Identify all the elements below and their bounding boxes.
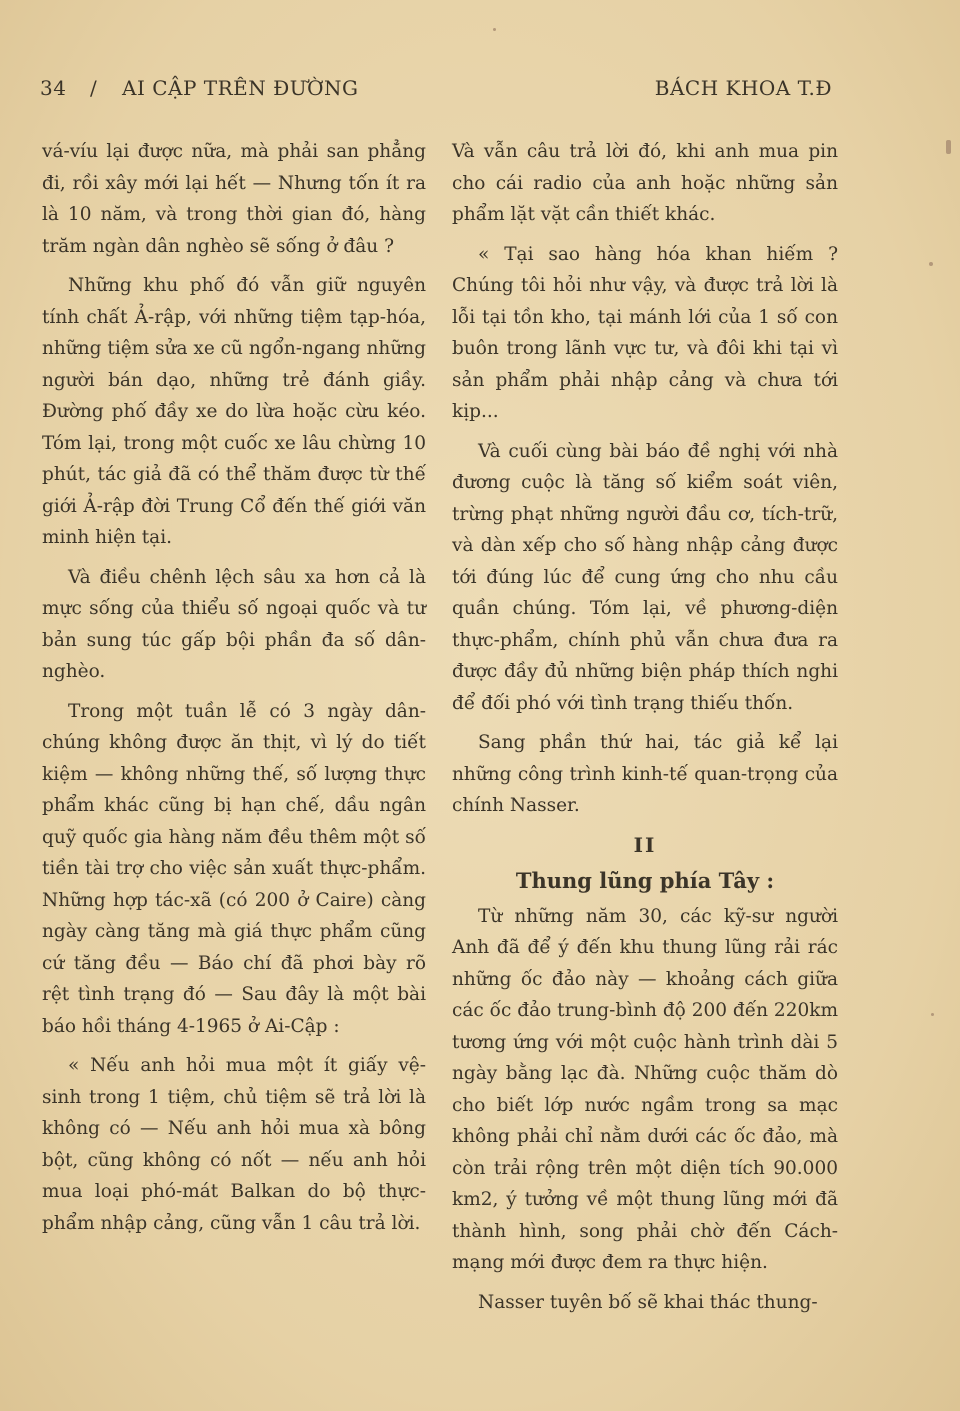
- running-title: AI CẬP TRÊN ĐƯỜNG: [122, 76, 359, 100]
- section-number: II: [633, 832, 657, 857]
- paragraph: Và cuối cùng bài báo đề nghị với nhà đương cuộc là tăng số kiểm soát viên, trừng phạt những người đầu cơ, tích-trữ, và dàn xếp cho số hàng nhập cảng được tới đúng lúc để cung ứng cho nhu cầu quần chúng. Tóm lại, về phương-diện thực-phẩm, chính phủ vẫn chưa đưa ra được đầy đủ những biện pháp thích nghi để đối phó với tình trạng thiếu thốn.: [452, 440, 838, 714]
- right-column: [452, 136, 838, 1326]
- paragraph: Sang phần thứ hai, tác giả kể lại những công trình kinh-tế quan-trọng của chính Nasser.: [452, 732, 838, 816]
- section-title: Thung lũng phía Tây :: [515, 868, 775, 893]
- paragraph: « Tại sao hàng hóa khan hiếm ? Chúng tôi hỏi như vậy, và được trả lời là lỗi tại tồn kho, tại mánh lới của 1 số con buôn trong lãnh vực tư, và đôi khi tại vì sản phẩm phải nhập cảng và chưa tới kịp...: [452, 243, 838, 422]
- paragraph: vá-víu lại được nữa, mà phải san phẳng đi, rồi xây mới lại hết — Nhưng tốn ít ra là 10 năm, và trong thời gian đó, hàng trăm ngàn dân nghèo sẽ sống ở đâu ?: [42, 141, 426, 257]
- journal-name: BÁCH KHOA T.Đ: [654, 76, 832, 100]
- header-separator: /: [90, 76, 98, 100]
- paper-speck: [493, 28, 496, 31]
- left-column: [42, 136, 426, 1247]
- paragraph: Những khu phố đó vẫn giữ nguyên tính chất Ả-rập, với những tiệm tạp-hóa, những tiệm sửa xe cũ ngổn-ngang những người bán dạo, những trẻ đánh giầy. Đường phố đầy xe do lừa hoặc cừu kéo. Tóm lại, trong một cuốc xe lâu chừng 10 phút, tác giả đã có thể thăm được từ thế giới Ả-rập đời Trung Cổ đến thế giới văn minh hiện tại.: [42, 275, 427, 548]
- paragraph: Nasser tuyên bố sẽ khai thác thung-: [478, 1291, 818, 1313]
- paragraph: Trong một tuần lễ có 3 ngày dân-chúng không được ăn thịt, vì lý do tiết kiệm — không những thế, số lượng thực phẩm khác cũng bị hạn chế, dầu ngân quỹ quốc gia hàng năm đều thêm một số tiền tài trợ cho việc sản xuất thực-phẩm. Những hợp tác-xã (có 200 ở Caire) càng ngày càng tăng mà giá thực phẩm cũng cứ tăng đều — Báo chí đã phơi bày rõ rệt tình trạng đó — Sau đây là một bài báo hồi tháng 4-1965 ở Ai-Cập :: [42, 700, 426, 1037]
- paragraph: Và vẫn câu trả lời đó, khi anh mua pin cho cái radio của anh hoặc những sản phẩm lặt vặt cần thiết khác.: [452, 141, 838, 225]
- paragraph: Và điều chênh lệch sâu xa hơn cả là mực sống của thiểu số ngoại quốc và tư bản sung túc gấp bội phần đa số dân-nghèo.: [42, 566, 426, 682]
- paragraph: « Nếu anh hỏi mua một ít giấy vệ-sinh trong 1 tiệm, chủ tiệm sẽ trả lời là không có — Nếu anh hỏi mua xà bông bột, cũng không có nốt — nếu anh hỏi mua loại phó-mát Balkan do bộ thực-phẩm nhập cảng, cũng vẫn 1 câu trả lời.: [42, 1055, 426, 1234]
- paper-speck: [931, 1013, 934, 1016]
- page-header: [40, 76, 832, 106]
- paper-speck: [946, 140, 951, 154]
- page-number: 34: [40, 76, 67, 100]
- paragraph: Từ những năm 30, các kỹ-sư người Anh đã để ý đến khu thung lũng rải rác những ốc đảo này — khoảng cách giữa các ốc đảo trung-bình độ 200 đến 220km tương ứng với một cuộc hành trình dài 5 ngày bằng lạc đà. Những cuộc thăm dò cho biết lớp nước ngầm trong sa mạc không phải chỉ nằm dưới các ốc đảo, mà còn trải rộng trên một diện tích 90.000 km2, ý tưởng về một thung lũng mới đã thành hình, song phải chờ đến Cách-mạng mới được đem ra thực hiện.: [452, 905, 838, 1273]
- paper-speck: [929, 262, 933, 266]
